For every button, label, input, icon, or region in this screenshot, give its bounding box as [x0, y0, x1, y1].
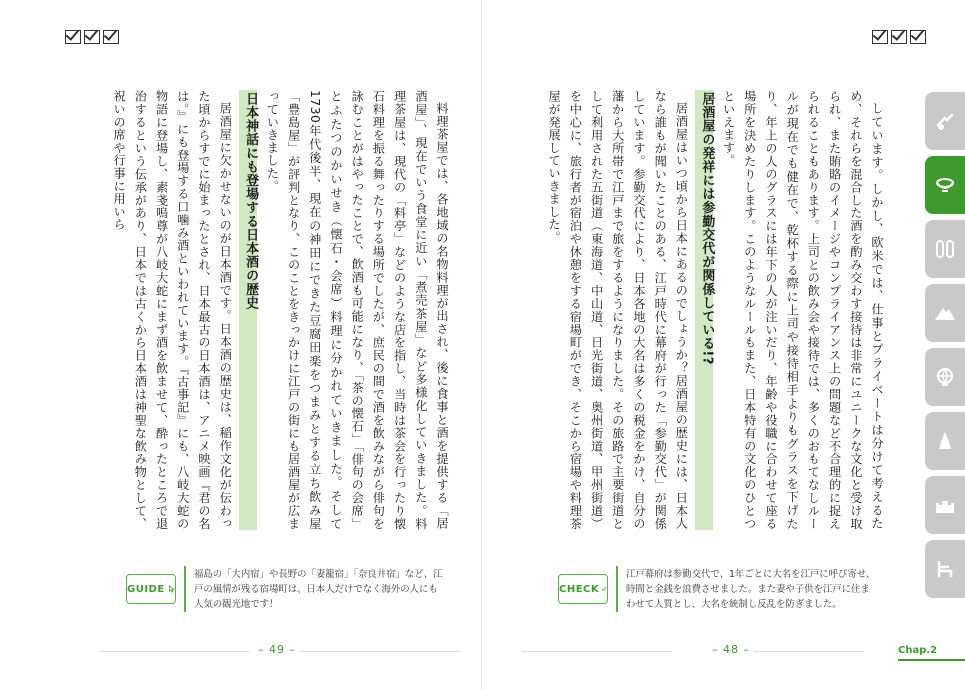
checkbox-row	[65, 30, 119, 44]
check-note	[558, 566, 876, 612]
check-tag	[558, 574, 608, 604]
chapter-label: Chap.2	[898, 645, 938, 656]
chapter-tabs	[925, 92, 965, 604]
globe-icon	[933, 365, 957, 389]
right-body-text	[537, 90, 887, 530]
checkbox-icon[interactable]	[872, 30, 888, 44]
right-page	[482, 0, 965, 690]
tab-sandals[interactable]	[925, 220, 965, 278]
chapter-underline	[898, 659, 965, 661]
pointing-hand-icon	[933, 109, 957, 133]
praying-hands-icon	[933, 429, 957, 453]
page-number: – 49 –	[258, 643, 296, 656]
note-divider	[616, 566, 618, 612]
guide-tag	[126, 574, 176, 604]
mountain-icon	[933, 301, 957, 325]
tab-castle[interactable]	[925, 476, 965, 534]
checkbox-icon[interactable]	[65, 30, 81, 44]
paragraph: しています。しかし、欧米では、仕事とプライベートは分けて考えるため、それらを混合した酒を酌み交わす接待は非常にユニークな文化と受け取られ、また賄賂のイメージやコンプライアンス上の問題など不合理的に捉えられることもあります。上司との飲み会や接待では、多くのおもてなしルールが現在でも健在で、乾杯する際に上司や接待相手よりもグラスを下げたり、年上の人のグラスには年下の人が注いだり、年齢や役職に合わせて座る場所を決めたりします。このようなルールもまた、日本特有の文化のひとつといえます。	[721, 90, 884, 530]
tab-chair[interactable]	[925, 540, 965, 598]
chair-icon	[933, 557, 957, 581]
guide-label: GUIDE	[127, 583, 165, 595]
section-heading: 居酒屋の発祥には参勤交代が関係している!?	[695, 90, 717, 530]
section-heading: 日本神話にも登場する日本酒の歴史	[239, 90, 261, 530]
check-label: CHECK	[559, 583, 600, 595]
left-page	[0, 0, 482, 690]
checkbox-icon[interactable]	[910, 30, 926, 44]
guide-note	[126, 566, 444, 612]
paragraph: 居酒屋はいつ頃から日本にあるのでしょうか？居酒屋の歴史には、日本人なら誰もが聞いたことのある、江戸時代に幕府が行った「参勤交代」が関係しています。参勤交代により、日本各地の大名は多くの税金をかけ、自分の藩から大所帯で江戸まで旅をするようになりました。その旅路で主要街道として利用された五街道（東海道、中山道、日光街道、奥州街道、甲州街道）を中心に、旅行者が宿泊や休憩をする宿場町ができ、そこから宿場や料理茶屋が発展していきました。	[547, 90, 689, 530]
sake-bowl-icon	[933, 173, 957, 197]
page-number: – 48 –	[712, 643, 750, 656]
sandals-icon	[933, 237, 957, 261]
note-divider	[184, 566, 186, 612]
tab-pointing-hand[interactable]	[925, 92, 965, 150]
check-text: 江戸幕府は参勤交代で、1年ごとに大名を江戸に呼び寄せ、時間と金銭を浪費させました。また妻や子供を江戸に住まわせて人質とし、大名を統制し反乱を防ぎました。	[626, 568, 876, 610]
checkbox-row	[872, 30, 926, 44]
guide-text: 福島の「大内宿」や長野の「妻籠宿」「奈良井宿」など、江戸の風情が残る宿場町は、日本人だけでなく海外の人にも人気の観光地です！	[194, 568, 443, 610]
left-body-text	[108, 90, 452, 530]
footer-rule	[300, 651, 460, 652]
checkmark-icon	[601, 582, 607, 596]
tab-mountain[interactable]	[925, 284, 965, 342]
footer-rule	[522, 651, 672, 652]
castle-icon	[933, 493, 957, 517]
checkbox-icon[interactable]	[891, 30, 907, 44]
tab-globe[interactable]	[925, 348, 965, 406]
tab-praying-hands[interactable]	[925, 412, 965, 470]
paragraph: 居酒屋に欠かせないのが日本酒です。日本酒の歴史は、稲作文化が伝わった頃からすでに始まったとされ、日本最古の日本酒は、アニメ映画『君の名は。』にも登場する口噛み酒といわれています。『古事記』にも、八岐大蛇の物語に登場し、素戔嗚尊が八岐大蛇にまず酒を飲ませて、酔ったところで退治するという伝承があり、日本では古くから日本酒は神聖な飲み物として、祝いの席や行事に用いら	[112, 90, 233, 530]
footer-rule	[100, 651, 250, 652]
footer-rule	[754, 651, 864, 652]
checkbox-icon[interactable]	[84, 30, 100, 44]
checkbox-icon[interactable]	[103, 30, 119, 44]
paragraph: 料理茶屋では、各地域の名物料理が出され、後に食事と酒を提供する「居酒屋」、現在でいう食堂に近い「煮売茶屋」など多様化していきました。料理茶屋は、現代の「料亭」などのような店を指し、当時は茶会を行ったり懐石料理を振る舞ったりする場所でしたが、庶民の間で酒を飲みながら俳句を詠むことがはやったことで、飲酒も可能になり、「茶の懐石」「俳句の会席」とふたつのかいせき（懐石・会席）料理に分かれていきました。そして1730年代後半、現在の神田にできた豆腐田楽をつまみとする立ち飲み屋「豊島屋」が評判となり、このことをきっかけに江戸の街にも居酒屋が広まっていきました。	[265, 90, 449, 530]
tab-sake-bowl[interactable]	[925, 156, 965, 214]
pointer-icon	[167, 582, 175, 596]
